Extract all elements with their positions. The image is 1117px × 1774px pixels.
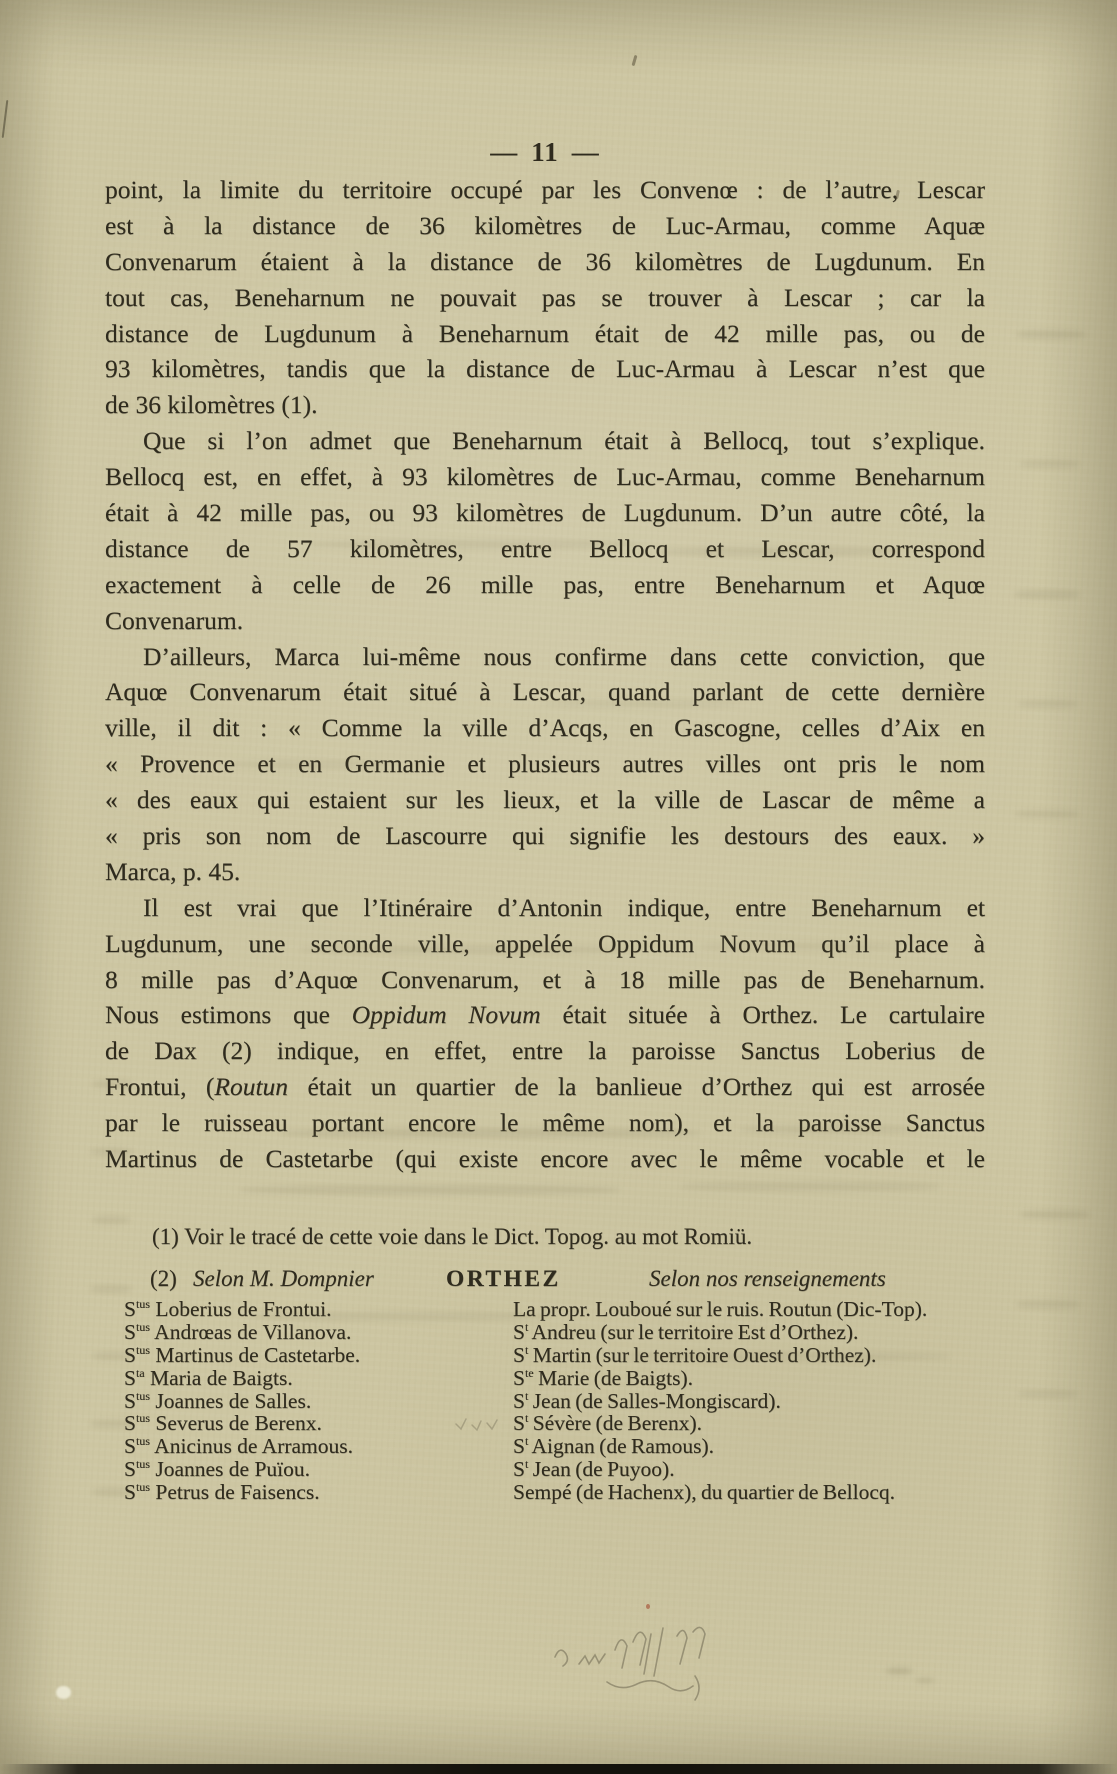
cell-modern-name: $S^t$ Jean (de Puyoo). <box>513 1457 675 1482</box>
ink-bleed-through <box>240 1185 620 1195</box>
ink-bleed-through <box>1016 330 1086 339</box>
text-line: était à 42 mille pas, ou 93 kilomètres de Lugdunum. D’un autre côté, la <box>105 498 985 528</box>
text-line: Que si l’on admet que Beneharnum était à Bellocq, tout s’explique. <box>143 426 985 456</box>
footnote-2-marker: (2) <box>150 1266 177 1291</box>
text-line: Convenarum étaient à la distance de 36 kilomètres de Lugdunum. En <box>105 246 985 276</box>
paragraph <box>105 639 985 890</box>
text-line: 93 kilomètres, tandis que la distance de Luc-Armau à Lescar n’est que <box>105 354 985 384</box>
text-line: Il est vrai que l’Itinéraire d’Antonin indique, entre Beneharnum et <box>143 892 985 922</box>
table-row <box>105 1367 985 1390</box>
table-row <box>105 1390 985 1413</box>
text-line: ville, il dit : « Comme la ville d’Acqs, en Gascogne, celles d’Aix en <box>105 713 985 743</box>
ink-speck <box>632 55 638 66</box>
footnote-1: (1) Voir le tracé de cette voie dans le Dict. Topog. au mot Romiü. <box>152 1224 753 1249</box>
text-line: tout cas, Beneharnum ne pouvait pas se trouver à Lescar ; car la <box>105 282 985 312</box>
text-line: « pris son nom de Lascourre qui signifie les destours des eaux. » <box>105 821 985 851</box>
text-line: Convenarum. <box>105 605 244 635</box>
footnote-2-table <box>105 1266 985 1504</box>
header-dash-left: — <box>490 137 519 167</box>
scan-edge-bar <box>0 1764 1117 1774</box>
paragraph <box>105 172 985 423</box>
text-line: par le ruisseau portant encore le même nom), et la paroisse Sanctus <box>105 1108 985 1138</box>
text-line: de 36 kilomètres (1). <box>105 390 318 420</box>
paper-speck <box>56 1686 71 1699</box>
cell-modern-name: $S^t$ Aignan (de Ramous). <box>513 1434 715 1459</box>
table-title-orthez: ORTHEZ <box>446 1266 561 1292</box>
cell-latin-name: $S^{tus}$ Andrœas de Villanova. <box>124 1319 352 1344</box>
column-heading-dompnier: Selon M. Dompnier <box>193 1266 374 1291</box>
ink-bleed-through <box>1015 810 1079 818</box>
cell-modern-name: $S^{te}$ Marie (de Baigts). <box>513 1365 694 1390</box>
ink-bleed-through <box>916 1678 934 1683</box>
ink-bleed-through <box>680 1182 940 1191</box>
table-row <box>105 1458 985 1481</box>
cell-latin-name: $S^{tus}$ Petrus de Faisencs. <box>124 1479 320 1505</box>
text-line: « Provence et en Germanie et plusieurs autres villes ont pris le nom <box>105 749 985 779</box>
pencil-scribble <box>545 1612 760 1707</box>
page-number: 11 <box>531 137 559 167</box>
cell-modern-name: $S^t$ Sévère (de Berenx). <box>513 1411 703 1436</box>
cell-latin-name: $S^{tus}$ Anicinus de Arramous. <box>124 1434 354 1459</box>
table-row <box>105 1481 985 1504</box>
table-row <box>105 1344 985 1367</box>
table-row <box>105 1321 985 1344</box>
scan-edge-mark <box>2 100 9 138</box>
text-line: exactement à celle de 26 mille pas, entre Beneharnum et Aquœ <box>105 569 985 599</box>
text-line: Martinus de Castetarbe (qui existe encore avec le même vocable et le <box>105 1144 985 1174</box>
paper-speck <box>646 1604 650 1609</box>
ink-bleed-through <box>1020 1210 1090 1219</box>
text-line: Marca, p. 45. <box>105 856 241 886</box>
page-header <box>105 137 985 167</box>
ink-bleed-through <box>1014 590 1080 599</box>
footnote-2-header <box>105 1266 985 1298</box>
text-line: distance de 57 kilomètres, entre Bellocq et Lescar, correspond <box>105 533 985 563</box>
ink-bleed-through <box>1020 460 1080 468</box>
cell-modern-name: La propr. Louboué sur le ruis. Routun (Dic-Top). <box>513 1297 928 1321</box>
text-line: Aquœ Convenarum était situé à Lescar, quand parlant de cette dernière <box>105 677 985 707</box>
text-line: distance de Lugdunum à Beneharnum était de 42 mille pas, ou de <box>105 318 985 348</box>
text-line: Nous estimons que Oppidum Novum était située à Orthez. Le cartulaire <box>105 1000 985 1030</box>
cell-latin-name: $S^{tus}$ Joannes de Puïou. <box>124 1457 311 1482</box>
text-line: « des eaux qui estaient sur les lieux, et la ville de Lascar de même a <box>105 785 985 815</box>
header-dash-right: — <box>571 137 600 167</box>
text-line: de Dax (2) indique, en effet, entre la paroisse Sanctus Loberius de <box>105 1036 985 1066</box>
text-line: Frontui, (Routun était un quartier de la banlieue d’Orthez qui est arrosée <box>105 1072 985 1102</box>
cell-modern-name: $S^t$ Martin (sur le territoire Ouest d’Orthez). <box>513 1342 877 1367</box>
cell-modern-name: $S^t$ Andreu (sur le territoire Est d’Orthez). <box>513 1319 859 1344</box>
ink-bleed-through <box>1018 700 1078 708</box>
ink-bleed-through <box>1016 1300 1080 1309</box>
paragraph <box>105 423 985 638</box>
text-line: est à la distance de 36 kilomètres de Luc-Armau, comme Aquæ <box>105 210 985 240</box>
cell-modern-name: Sempé (de Hachenx), du quartier de Bellocq. <box>513 1480 896 1505</box>
text-line: Bellocq est, en effet, à 93 kilomètres de Luc-Armau, comme Beneharnum <box>105 462 985 492</box>
body-text <box>105 172 985 1177</box>
column-heading-renseignements: Selon nos renseignements <box>649 1266 886 1291</box>
text-line: 8 mille pas d’Aquœ Convenarum, et à 18 mille pas de Beneharnum. <box>105 964 985 994</box>
table-row <box>105 1298 985 1321</box>
table-row <box>105 1435 985 1458</box>
ink-bleed-through <box>886 1668 912 1674</box>
cell-latin-name: $S^{ta}$ Maria de Baigts. <box>124 1365 293 1390</box>
table-row <box>105 1412 985 1435</box>
cell-latin-name: $S^{tus}$ Joannes de Salles. <box>124 1388 312 1413</box>
footnote-2-rows <box>105 1298 985 1504</box>
cell-latin-name: $S^{tus}$ Martinus de Castetarbe. <box>124 1342 361 1367</box>
paragraph <box>105 890 985 1177</box>
cell-modern-name: $S^t$ Jean (de Salles-Mongiscard). <box>513 1388 781 1413</box>
cell-latin-name: $S^{tus}$ Loberius de Frontui. <box>124 1296 332 1321</box>
text-line: D’ailleurs, Marca lui-même nous confirme dans cette conviction, que <box>143 641 985 671</box>
text-line: point, la limite du territoire occupé par les Convenœ : de l’autre, Lescar <box>105 175 985 204</box>
ink-bleed-through <box>1018 1390 1078 1398</box>
text-line: Lugdunum, une seconde ville, appelée Oppidum Novum qu’il place à <box>105 928 985 958</box>
cell-latin-name: $S^{tus}$ Severus de Berenx. <box>124 1411 322 1436</box>
